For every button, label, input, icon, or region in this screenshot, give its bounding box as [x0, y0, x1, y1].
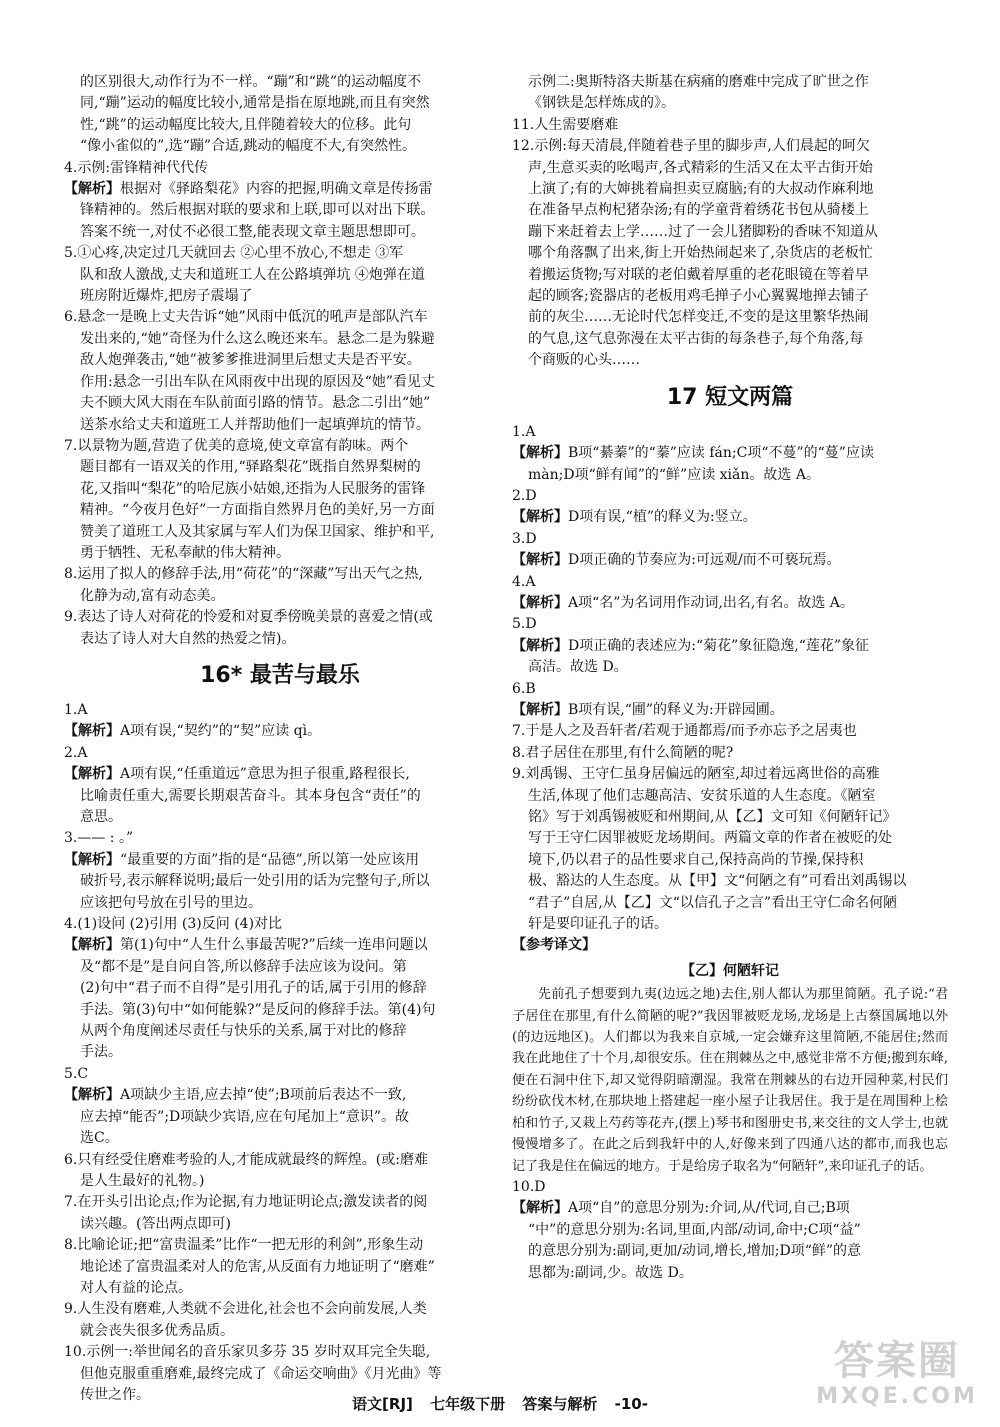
answer-line: [512, 115, 948, 136]
answer-text: 敌人炮弹袭击,“她”被爹爹推进洞里后想丈夫是否平安。: [80, 352, 421, 369]
answer-text: 及“都不是”是自问自答,所以修辞手法应该为设问。第: [80, 958, 407, 975]
answer-text: 意思。: [80, 809, 122, 825]
answer-line: [64, 329, 496, 350]
answer-line: [64, 457, 496, 478]
answer-text: 声,生意买卖的吆喝声,各式精彩的生活又在太平古街开始: [528, 159, 873, 176]
answer-text: A项缺少主语,应去掉“使”;B项前后表达不一致,: [120, 1087, 407, 1104]
answer-text: 哪个角落飘了出来,街上开始热闹起来了,杂货店的老板忙: [528, 245, 873, 262]
answer-line: [64, 500, 496, 521]
answer-text: 的意思分别为:副词,更加/动词,增长,增加;D项“鲜”的意: [528, 1243, 862, 1260]
answer-text: 应去掉“能否”;D项缺少宾语,应在句尾加上“意识”。故: [80, 1108, 410, 1125]
answer-line: [64, 1342, 496, 1363]
page-number: -10-: [614, 1395, 648, 1413]
answer-line: [512, 593, 948, 614]
answer-text: 4.(1)设问 (2)引用 (3)反问 (4)对比: [64, 916, 283, 933]
answer-text: 破折号,表示解释说明;最后一处引用的话为完整句子,所以: [80, 873, 430, 890]
answer-line: [512, 828, 948, 849]
answer-text: B项“綦蓁”的“蓁”应读 fán;C项“不蔓”的“蔓”应读: [568, 445, 874, 462]
analysis-tag: 【解析】: [64, 766, 120, 783]
answer-line: [512, 1177, 948, 1198]
answer-text: 5.①心疼,决定过几天就回去 ②心里不放心,不想走 ③军: [64, 245, 404, 262]
answer-line: [64, 372, 496, 393]
answer-line: [64, 222, 496, 243]
answer-line: [64, 479, 496, 500]
answer-line: [512, 572, 948, 593]
translation-title: 【乙】何陋轩记: [681, 962, 779, 979]
answer-line: [64, 978, 496, 999]
answer-line: [512, 286, 948, 307]
answer-text: “最重要的方面”指的是“品德”,所以第一处应该用: [120, 851, 420, 868]
answer-line: [512, 200, 948, 221]
answer-line: [512, 935, 948, 956]
answer-text: 的区别很大,动作行为不一样。“蹦”和“跳”的运动幅度不: [80, 74, 422, 90]
answer-line: [64, 307, 496, 328]
answer-line: [512, 764, 948, 785]
answer-line: [512, 350, 948, 371]
answer-line: [512, 679, 948, 700]
answer-text: 个商贩的心头……: [528, 352, 640, 369]
answer-line: [64, 1128, 496, 1149]
answer-line: [512, 786, 948, 807]
answer-text: 上演了;有的大婶挑着扁担卖豆腐脑;有的大叔动作麻利地: [528, 181, 874, 198]
answer-line: [64, 1364, 496, 1385]
answer-line: [64, 1000, 496, 1021]
answer-line: [64, 1064, 496, 1085]
answer-line: [64, 743, 496, 764]
answer-line: [64, 914, 496, 935]
answer-line: [512, 1220, 948, 1241]
answer-line: [512, 329, 948, 350]
answer-line: [64, 200, 496, 221]
answer-line: [64, 786, 496, 807]
answer-text: 示例二:奥斯特洛夫斯基在病痛的磨难中完成了旷世之作: [528, 74, 869, 90]
answer-text: 3.D: [512, 530, 537, 547]
answer-line: [64, 522, 496, 543]
analysis-tag: 【解析】: [512, 509, 568, 526]
answer-line: [64, 1235, 496, 1256]
answer-text: 作用:悬念一引出车队在风雨夜中出现的原因及“她”看见丈: [80, 373, 436, 390]
analysis-tag: 【解析】: [64, 1087, 120, 1104]
answer-text: 手法。第(3)句中“如何能躲?”是反问的修辞手法。第(4)句: [80, 1001, 436, 1018]
answer-line: [64, 136, 496, 157]
answer-text: A项“自”的意思分别为:介词,从/代词,自己;B项: [568, 1200, 850, 1217]
answer-line: [64, 1192, 496, 1213]
answer-line: [64, 764, 496, 785]
watermark-logo: [812, 1338, 982, 1416]
answer-line: [512, 893, 948, 914]
answer-text: 就会丧失很多优秀品质。: [80, 1322, 234, 1339]
answer-text: 7.于是人之及吾轩者/若观于通都焉/而予亦忘予之居夷也: [512, 723, 857, 740]
answer-text: 锋精神的。然后根据对联的要求和上联,即可以对出下联。: [80, 202, 435, 219]
watermark-sub: MXQE.COM: [816, 1384, 978, 1409]
answer-line: [512, 1241, 948, 1262]
answer-line: [64, 1150, 496, 1171]
answer-line: [64, 828, 496, 849]
answer-text: 性,“跳”的运动幅度比较大,且伴随着较大的位移。此句: [80, 116, 412, 133]
answer-line: [64, 1214, 496, 1235]
answer-line: [64, 850, 496, 871]
answer-text: 根据对《驿路梨花》内容的把握,明确文章是传扬雷: [120, 181, 433, 198]
answer-text: 10.示例一:举世闻名的音乐家贝多芬 35 岁时双耳完全失聪,: [64, 1344, 431, 1361]
answer-text: 从两个角度阐述尽责任与快乐的关系,属于对比的修辞: [80, 1023, 407, 1040]
answer-line: [512, 550, 948, 571]
answer-text: 思都为:副词,少。故选 D。: [528, 1264, 693, 1281]
answer-text: 6.悬念一是晚上丈夫告诉“她”风雨中低沉的吼声是部队汽车: [64, 309, 428, 326]
answer-text: 8.君子居住在那里,有什么简陋的呢?: [512, 744, 734, 761]
answer-text: 赞美了道班工人及其家属与军人们为保卫国家、维护和平,: [80, 523, 435, 540]
answer-text: 花,又指叫“梨花”的哈尼族小姑娘,还指为人民服务的雷锋: [80, 480, 426, 497]
answer-text: 第(1)句中“人生什么事最苦呢?”后续一连串问题以: [120, 937, 428, 954]
answer-text: 《钢铁是怎样炼成的》。: [528, 95, 675, 112]
translation-text: 先前孔子想要到九夷(边远之地)去住,别人都认为那里简陋。孔子说:“君子居住在那里,有什么简陋的呢?”我因罪被贬龙场,龙场是上古蔡国属地以外(的边远地区)。人们都以为我来自京城,一定会嫌弃这里简陋,不能居住;然而我在此地住了十个月,却很安乐。住在荆棘丛之中,感觉非常不方便;搬到东峰,便在石洞中住下,却又觉得阴暗潮湿。我常在荆棘丛的右边开园种菜,村民们纷纷砍伐木材,在那块地上搭建起一座小屋子让我居住。我于是在周围种上桧柏和竹子,又栽上芍药等花卉,(摆上)琴书和图册史书,来交往的文人学士,也就慢慢增多了。在此之后到我轩中的人,好像来到了四通八达的都市,而我也忘记了我是住在偏远的地方。于是给房子取名为“何陋轩”,来印证孔子的话。: [512, 987, 948, 1174]
answer-line: [64, 1171, 496, 1192]
footer-grade: 七年级下册: [430, 1395, 506, 1413]
answer-text: 表达了诗人对大自然的热爱之情)。: [80, 630, 296, 647]
answer-line: [512, 179, 948, 200]
answer-text: 7.在开头引出论点;作为论据,有力地证明论点;激发读者的阅: [64, 1194, 428, 1211]
answer-text: “中”的意思分别为:名词,里面,内部/动词,命中;C项“益”: [528, 1221, 861, 1238]
answer-text: 同,“蹦”运动的幅度比较小,通常是指在原地跳,而且有突然: [80, 95, 430, 112]
analysis-tag: 【解析】: [512, 445, 568, 462]
answer-line: [64, 543, 496, 564]
answer-text: 对人有益的论点。: [80, 1279, 192, 1296]
answer-line: [64, 1278, 496, 1299]
answer-line: [64, 1107, 496, 1128]
answer-text: 班房附近爆炸,把房子震塌了: [80, 288, 253, 305]
answer-line: [64, 72, 496, 93]
answer-line: [512, 72, 948, 93]
analysis-tag: 【解析】: [64, 937, 120, 954]
analysis-tag: 【解析】: [64, 723, 120, 740]
answer-line: [64, 1042, 496, 1063]
answer-line: [64, 607, 496, 628]
analysis-tag: 【解析】: [64, 181, 120, 198]
answer-line: [512, 422, 948, 443]
answer-text: 9.表达了诗人对荷花的怜爱和对夏季傍晚美景的喜爱之情(或: [64, 609, 433, 626]
answer-line: [512, 914, 948, 935]
answer-line: [64, 871, 496, 892]
answer-text: 队和敌人激战,丈夫和道班工人在公路填弹坑 ④炮弹在道: [80, 266, 425, 283]
answer-line: [64, 564, 496, 585]
answer-line: [64, 415, 496, 436]
section-title: 17 短文两篇: [666, 384, 794, 410]
answer-line: [64, 1321, 496, 1342]
answer-text: 10.D: [512, 1178, 546, 1195]
answer-line: [512, 700, 948, 721]
answer-text: A项“名”为名词用作动词,出名,有名。故选 A。: [568, 594, 854, 611]
answer-line: [512, 158, 948, 179]
answer-text: 6.只有经受住磨难考验的人,才能成就最终的辉煌。(或:磨难: [64, 1151, 428, 1168]
watermark-main: 答案圈: [834, 1338, 960, 1384]
answer-line: [64, 700, 496, 721]
answer-text: 轩是要印证孔子的话。: [528, 916, 668, 933]
answer-text: 蹦下来赶着去上学……过了一会儿猪脚粉的香味不知道从: [528, 223, 878, 240]
answer-text: 比喻责任重大,需要长期艰苦奋斗。其本身包含“责任”的: [80, 787, 421, 804]
answer-text: 前的灰尘……无论时代怎样变迁,不变的是这里繁华热闹: [528, 309, 869, 326]
answer-text: 12.示例:每天清晨,伴随着巷子里的脚步声,人们晨起的呵欠: [512, 138, 870, 155]
answer-text: 8.比喻论证;把“富贵温柔”比作“一把无形的利剑”,形象生动: [64, 1237, 424, 1254]
answer-text: 化静为动,富有动态美。: [80, 587, 225, 604]
answer-text: 3.—— : 。”: [64, 830, 134, 847]
answer-text: 是人生最好的礼物。): [80, 1172, 205, 1189]
answer-text: 8.运用了拟人的修辞手法,用“荷花”的“深藏”写出天气之热,: [64, 566, 423, 583]
answer-text: 夫不顾大风大雨在车队前面引路的情节。悬念二引出“她”: [80, 395, 431, 412]
analysis-tag: 【解析】: [64, 851, 120, 868]
answer-text: “像小雀似的”,选“蹦”合适,跳动的幅度不大,有突然性。: [80, 138, 416, 155]
analysis-tag: 【解析】: [512, 701, 568, 718]
answer-text: 传世之作。: [80, 1386, 150, 1403]
answer-line: [64, 629, 496, 650]
answer-text: D项正确的节奏应为:可远观/而不可亵玩焉。: [568, 552, 841, 569]
answer-line: [512, 136, 948, 157]
answer-line: [64, 1257, 496, 1278]
answer-line: [64, 393, 496, 414]
answer-text: D项有误,“植”的释义为:竖立。: [568, 509, 757, 526]
answer-line: [512, 721, 948, 742]
answer-line: [64, 243, 496, 264]
answer-text: 生活,体现了他们志趣高洁、安贫乐道的人生态度。《陋室: [528, 787, 876, 804]
analysis-tag: 【参考译文】: [512, 937, 596, 954]
answer-line: [512, 1263, 948, 1284]
footer-label: 答案与解析: [522, 1395, 598, 1413]
answer-line: [64, 1021, 496, 1042]
answer-line: [512, 222, 948, 243]
analysis-tag: 【解析】: [512, 594, 568, 611]
answer-line: [512, 850, 948, 871]
answer-line: [64, 115, 496, 136]
answer-line: [64, 93, 496, 114]
answer-text: 5.D: [512, 616, 537, 633]
answer-text: 应该把句号放在引号的里边。: [80, 894, 262, 911]
answer-text: 写于王守仁因罪被贬龙场期间。两篇文章的作者在被贬的处: [528, 830, 892, 847]
answer-line: [512, 614, 948, 635]
answer-text: 极、豁达的人生态度。从【甲】文“何陋之有”可看出刘禹锡以: [528, 873, 907, 890]
answer-text: 起的顾客;瓷器店的老板用鸡毛掸子小心翼翼地掸去铺子: [528, 288, 869, 305]
answer-text: 地论述了富贵温柔对人的危害,从反面有力地证明了“磨难”: [80, 1258, 435, 1275]
answer-line: [64, 1085, 496, 1106]
right-column: [512, 72, 948, 1284]
answer-text: B项有误,“圃”的释义为:开辟园圃。: [568, 701, 784, 718]
answer-line: [64, 721, 496, 742]
footer-subject: 语文[RJ]: [352, 1395, 413, 1413]
answer-text: 手法。: [80, 1044, 122, 1061]
answer-line: [512, 657, 948, 678]
answer-line: [64, 350, 496, 371]
answer-text: “君子”自居,从【乙】文“以信孔子之言”看出王守仁命名何陋: [528, 894, 898, 911]
answer-line: [512, 265, 948, 286]
answer-text: 高洁。故选 D。: [528, 659, 628, 676]
answer-line: [64, 957, 496, 978]
answer-line: [512, 743, 948, 764]
answer-text: 9.人生没有磨难,人类就不会进化,社会也不会向前发展,人类: [64, 1301, 427, 1318]
answer-text: 答案不统一,对仗不必很工整,能表现文章主题思想即可。: [80, 223, 425, 240]
answer-line: [64, 158, 496, 179]
answer-line: [512, 529, 948, 550]
answer-line: [512, 443, 948, 464]
answer-line: [512, 507, 948, 528]
answer-line: [64, 893, 496, 914]
answer-text: 但他克服重重磨难,最终完成了《命运交响曲》《月光曲》等: [80, 1365, 442, 1382]
answer-text: 5.C: [64, 1065, 89, 1082]
answer-line: [512, 93, 948, 114]
analysis-tag: 【解析】: [512, 552, 568, 569]
answer-line: [512, 871, 948, 892]
answer-text: 11.人生需要磨难: [512, 116, 619, 133]
answer-text: 4.A: [512, 573, 536, 590]
answer-text: A项有误,“任重道远”意思为担子很重,路程很长,: [120, 766, 410, 783]
answer-text: 2.A: [64, 744, 88, 761]
answer-text: 精神。“今夜月色好”一方面指自然界月色的美好,另一方面: [80, 502, 435, 519]
answer-text: 1.A: [64, 701, 88, 718]
answer-line: [64, 436, 496, 457]
answer-text: D项正确的表述应为:“菊花”象征隐逸,“莲花”象征: [568, 637, 870, 654]
analysis-tag: 【解析】: [512, 1200, 568, 1217]
answer-text: 勇于牺牲、无私奉献的伟大精神。: [80, 544, 290, 561]
answer-line: [64, 586, 496, 607]
answer-text: 9.刘禹锡、王守仁虽身居偏远的陋室,却过着远离世俗的高雅: [512, 766, 880, 783]
answer-text: 铭》写于刘禹锡被贬和州期间,从【乙】文可知《何陋轩记》: [528, 809, 897, 825]
answer-text: 着搬运货物;写对联的老伯戴着厚重的老花眼镜在等着早: [528, 266, 869, 283]
analysis-tag: 【解析】: [512, 637, 568, 654]
answer-line: [64, 1299, 496, 1320]
left-column: [64, 72, 496, 1406]
answer-text: 境下,仍以君子的品性要求自己,保持高尚的节操,保持积: [528, 851, 864, 868]
answer-text: 送茶水给丈夫和道班工人并帮助他们一起填弹坑的情节。: [80, 416, 430, 433]
answer-line: [64, 265, 496, 286]
answer-line: [512, 636, 948, 657]
answer-line: [64, 179, 496, 200]
answer-text: 发出来的,“她”奇怪为什么这么晚还来车。悬念二是为躲避: [80, 330, 435, 347]
answer-text: 题目都有一语双关的作用,“驿路梨花”既指自然界梨树的: [80, 459, 421, 476]
answer-line: [512, 486, 948, 507]
answer-line: [64, 807, 496, 828]
answer-text: 6.B: [512, 680, 536, 697]
answer-text: A项有误,“契约”的“契”应读 qì。: [120, 723, 322, 740]
answer-text: 4.示例:雷锋精神代代传: [64, 159, 209, 176]
answer-text: 的气息,这气息弥漫在太平古街的每条巷子,每个角落,每: [528, 330, 864, 347]
answer-line: [64, 286, 496, 307]
answer-text: 选C。: [80, 1130, 119, 1147]
answer-line: [512, 243, 948, 264]
answer-text: 2.D: [512, 487, 537, 504]
answer-text: màn;D项“鲜有闻”的“鲜”应读 xiǎn。故选 A。: [528, 466, 820, 483]
answer-text: (2)句中“君子而不自得”是引用孔子的话,属于引用的修辞: [80, 980, 427, 997]
answer-line: [512, 807, 948, 828]
answer-text: 在准备早点枸杞猪杂汤;有的学童背着绣花书包从骑楼上: [528, 202, 869, 219]
answer-line: [64, 935, 496, 956]
answer-text: 读兴趣。(答出两点即可): [80, 1215, 231, 1232]
answer-text: 1.A: [512, 423, 536, 440]
answer-line: [512, 1198, 948, 1219]
answer-text: 7.以景物为题,营造了优美的意境,使文章富有韵味。两个: [64, 437, 409, 454]
section-title: 16* 最苦与最乐: [200, 662, 360, 688]
answer-line: [512, 465, 948, 486]
answer-line: [512, 307, 948, 328]
